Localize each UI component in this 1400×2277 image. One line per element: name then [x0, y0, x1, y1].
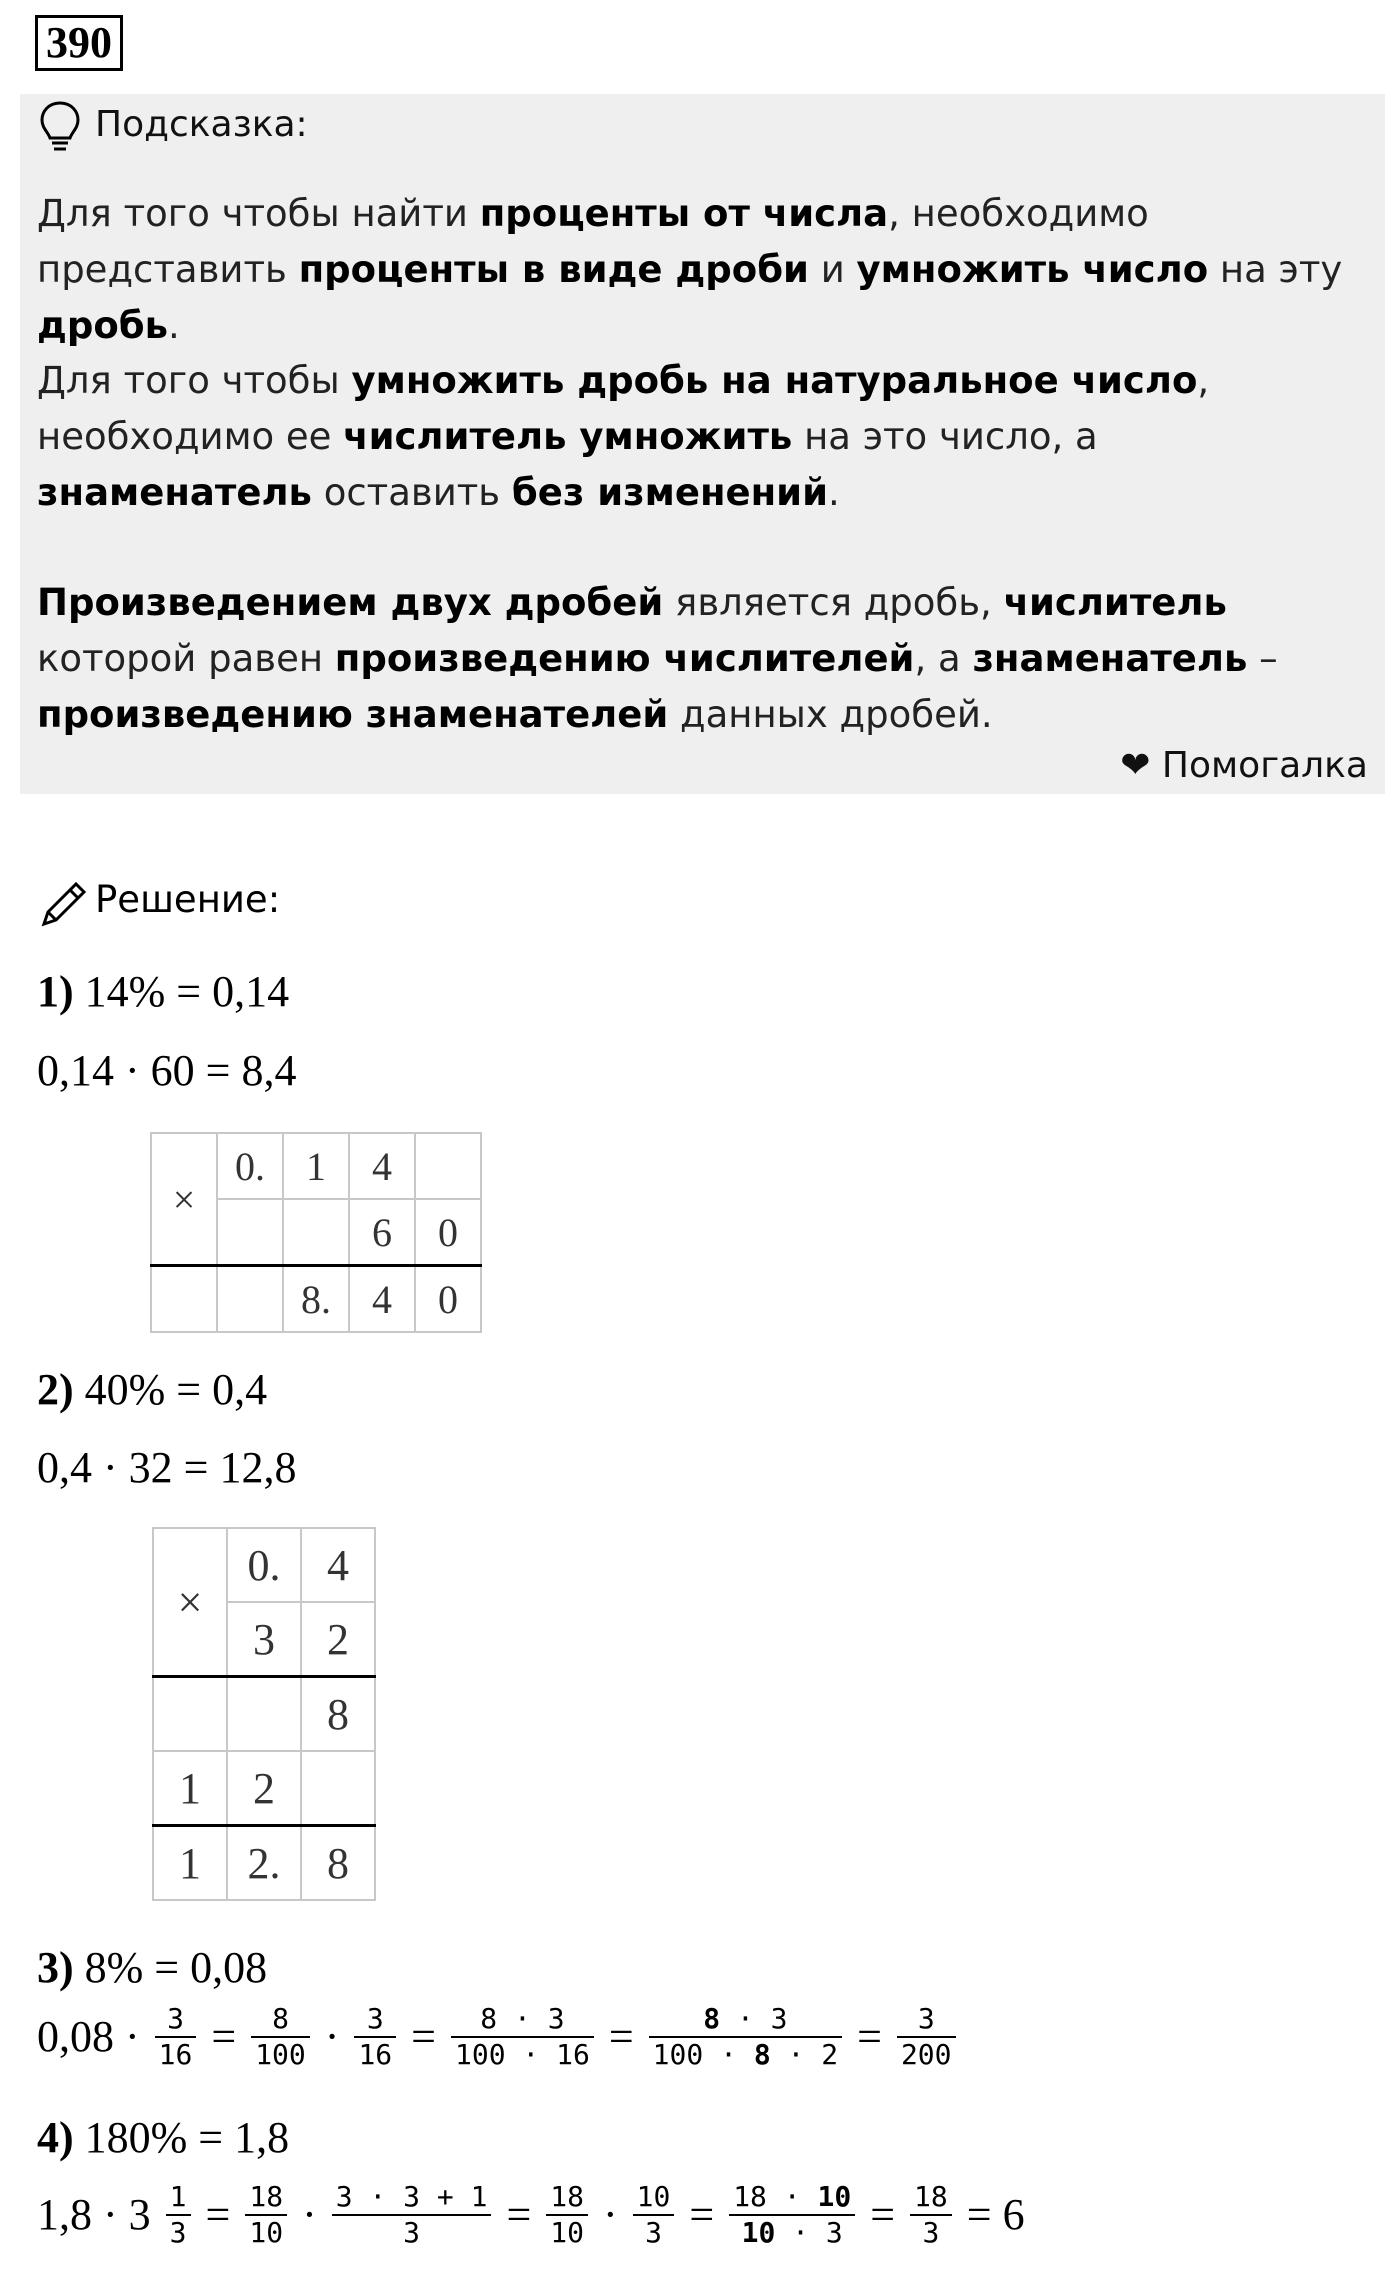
step-1-percent: 1) 14% = 0,14 — [37, 967, 290, 1016]
hint-text-segment: на это число, а — [792, 415, 1098, 458]
digit-cell: 4 — [349, 1133, 415, 1199]
multiplication-table-1 — [150, 1132, 482, 1333]
fraction: $\frac{1}{3}$ — [166, 2180, 191, 2250]
digit-cell — [153, 1677, 227, 1752]
step-4-percent: 4) 180% = 1,8 — [37, 2113, 290, 2162]
hint-text-segment: . — [168, 304, 180, 347]
times-sign: × — [153, 1528, 227, 1677]
problem-number: 390 — [35, 15, 123, 71]
digit-cell: 2 — [227, 1751, 301, 1826]
hint-text-segment: произведению знаменателей — [37, 693, 669, 736]
digit-cell — [283, 1199, 349, 1266]
hint-text-segment: Произведением двух дробей — [37, 581, 664, 624]
solution-title: Решение: — [95, 878, 281, 921]
step-2-product: 0,4 · 32 = 12,8 — [37, 1443, 297, 1492]
digit-cell: 1 — [283, 1133, 349, 1199]
digit-cell: 2. — [227, 1826, 301, 1901]
digit-cell: 8 — [301, 1677, 375, 1752]
hint-text-segment: умножить дробь на натуральное число — [351, 359, 1198, 402]
pencil-icon — [38, 878, 90, 930]
hint-text-segment: является дробь, — [663, 581, 1004, 624]
hint-title: Подсказка: — [95, 104, 308, 145]
hint-text-segment: Для того чтобы — [37, 359, 352, 402]
fraction: $\frac{18}{10}$ — [245, 2180, 287, 2250]
hint-text-segment: числитель умножить — [343, 415, 793, 458]
hint-paragraph-2 — [37, 353, 1357, 521]
digit-cell: 4 — [349, 1266, 415, 1333]
multiplication-table-2 — [152, 1527, 376, 1901]
step-4-expression: 1,8 · 3 $\frac{1}{3}$ = $\frac{18}{10}$ · $\frac{3 \cdot 3 + 1}{3}$ = $\frac{18}{10}$ · $\frac{10}{3}$ = $\frac{18 \cdot 10}{10 \cdot 3}$ = $\frac{18}{3}$ = 6 — [37, 2180, 1025, 2249]
step-3-expression: 0,08 · $\frac{3}{16}$ = $\frac{8}{100}$ · $\frac{3}{16}$ = $\frac{8 \cdot 3}{100 \cdot 16}$ = $\frac{8 \cdot 3}{100 \cdot 8 \cdot 2}$ = $\frac{3}{200}$ — [37, 2002, 960, 2072]
hint-text-segment: Для того чтобы найти — [37, 192, 480, 235]
hint-text-segment: проценты в виде дроби — [298, 248, 809, 291]
hint-text-segment: на эту — [1208, 248, 1343, 291]
hint-text-segment: дробь — [37, 304, 169, 347]
hint-paragraph-1 — [37, 186, 1357, 354]
times-sign: × — [151, 1133, 217, 1266]
digit-cell — [227, 1677, 301, 1752]
hint-text-segment: проценты от числа — [479, 192, 889, 235]
lightbulb-icon — [38, 100, 82, 154]
digit-cell — [217, 1199, 283, 1266]
fraction: $\frac{3}{16}$ — [155, 2002, 197, 2072]
hint-text-segment: , необходимо ее — [37, 359, 1210, 458]
hint-text-segment: числитель — [1003, 581, 1227, 624]
digit-cell — [415, 1133, 481, 1199]
digit-cell: 0 — [415, 1199, 481, 1266]
digit-cell: 0. — [227, 1528, 301, 1602]
hint-text-segment: знаменатель — [972, 637, 1248, 680]
digit-cell: 0. — [217, 1133, 283, 1199]
step-1-product: 0,14 · 60 = 8,4 — [37, 1046, 297, 1095]
digit-cell: 3 — [227, 1602, 301, 1677]
digit-cell: 2 — [301, 1602, 375, 1677]
fraction: $\frac{8}{100}$ — [251, 2002, 310, 2072]
hint-text-segment: – — [1247, 637, 1278, 680]
fraction: $\frac{10}{3}$ — [633, 2180, 675, 2250]
hint-text-segment: , необходимо представить — [37, 192, 1149, 291]
fraction: $\frac{8 \cdot 3}{100 \cdot 8 \cdot 2}$ — [649, 2002, 842, 2072]
digit-cell: 6 — [349, 1199, 415, 1266]
fraction: $\frac{3}{16}$ — [354, 2002, 396, 2072]
hint-text-segment: , а — [914, 637, 973, 680]
hint-text-segment: произведению числителей — [334, 637, 915, 680]
hint-text-segment: оставить — [311, 471, 512, 514]
hint-text-segment: без изменений — [511, 471, 829, 514]
digit-cell: 8. — [283, 1266, 349, 1333]
digit-cell: 1 — [153, 1826, 227, 1901]
digit-cell: 4 — [301, 1528, 375, 1602]
digit-cell: 1 — [153, 1751, 227, 1826]
step-2-percent: 2) 40% = 0,4 — [37, 1365, 268, 1414]
digit-cell: 0 — [415, 1266, 481, 1333]
digit-cell — [217, 1266, 283, 1333]
hint-text-segment: которой равен — [37, 637, 335, 680]
hint-paragraph-3 — [37, 575, 1357, 743]
digit-cell: 8 — [301, 1826, 375, 1901]
fraction: $\frac{8 \cdot 3}{100 \cdot 16}$ — [451, 2002, 594, 2072]
fraction: $\frac{18 \cdot 10}{10 \cdot 3}$ — [729, 2180, 855, 2250]
fraction: $\frac{3 \cdot 3 + 1}{3}$ — [332, 2180, 492, 2250]
fraction: $\frac{18}{3}$ — [910, 2180, 952, 2250]
step-3-percent: 3) 8% = 0,08 — [37, 1943, 268, 1992]
heart-icon: ❤ — [1120, 745, 1151, 786]
hint-text-segment: знаменатель — [37, 471, 312, 514]
hint-text-segment: данных дробей. — [668, 693, 993, 736]
hint-text-segment: и — [808, 248, 857, 291]
fraction: $\frac{18}{10}$ — [546, 2180, 588, 2250]
brand-label: ❤ Помогалка — [1120, 745, 1368, 786]
hint-text-segment: . — [828, 471, 840, 514]
digit-cell — [301, 1751, 375, 1826]
fraction: $\frac{3}{200}$ — [897, 2002, 956, 2072]
digit-cell — [151, 1266, 217, 1333]
hint-text-segment: умножить число — [856, 248, 1209, 291]
